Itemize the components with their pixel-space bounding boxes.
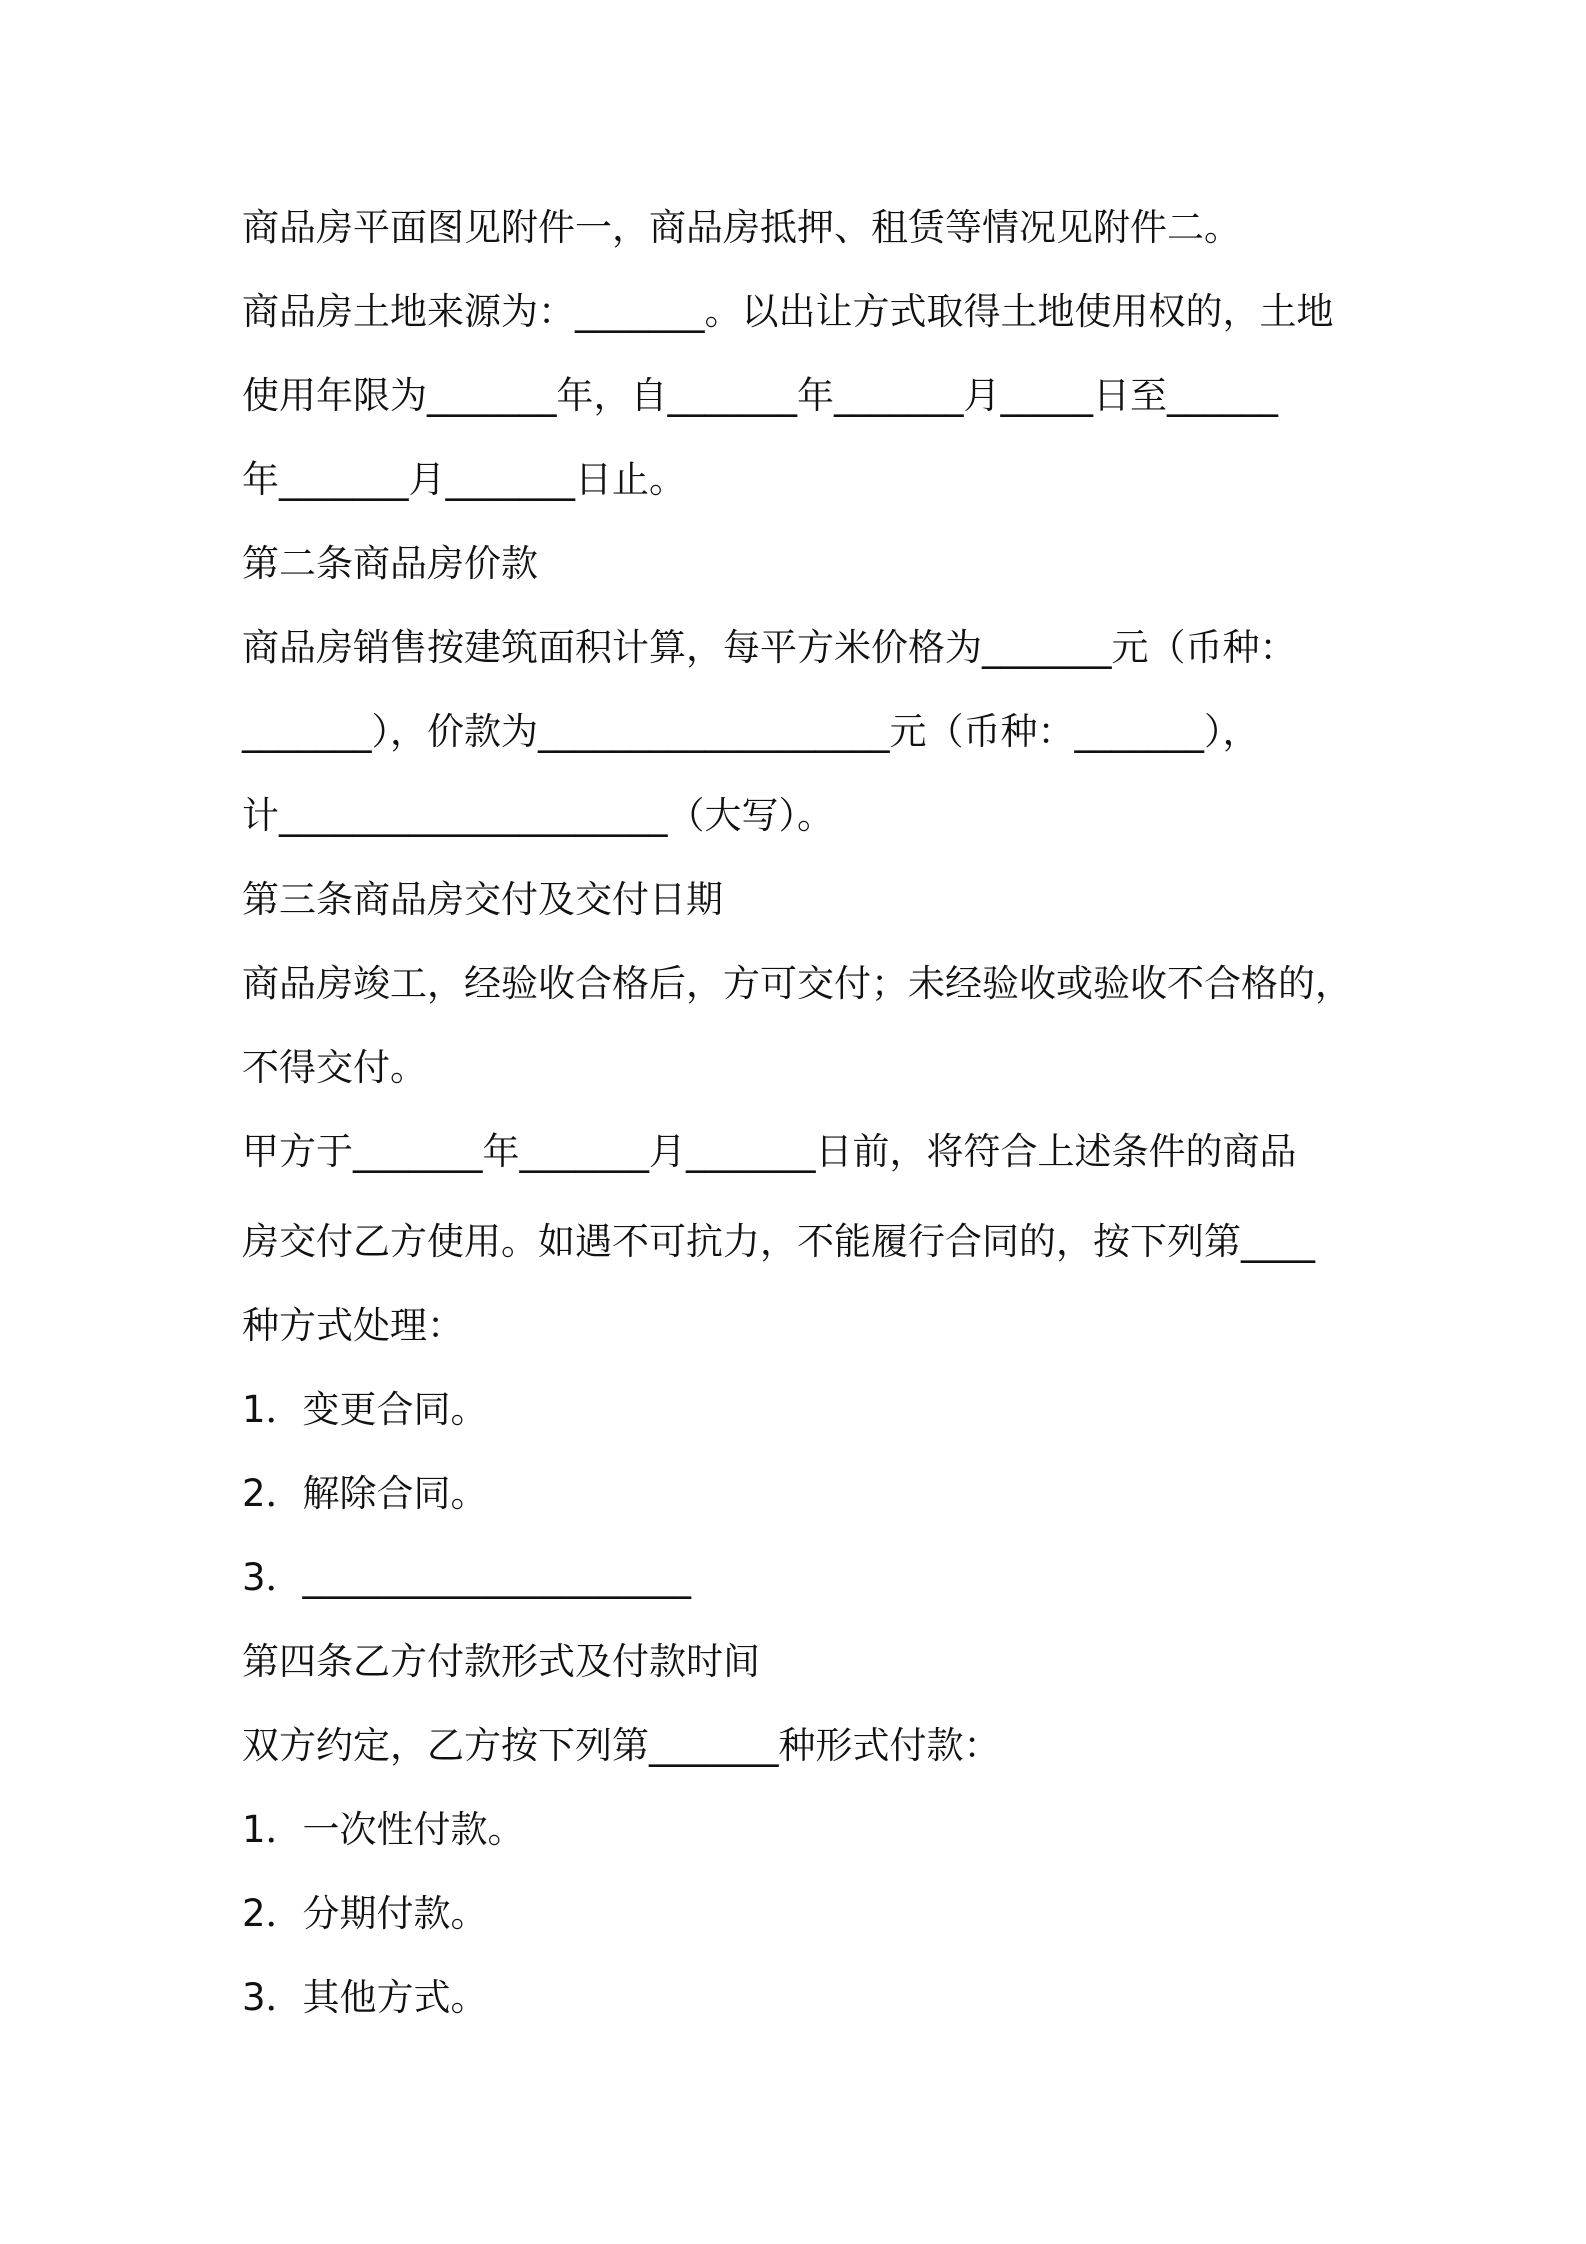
text-line: 年_______月_______日止。 — [242, 458, 686, 501]
text-line: 使用年限为_______年，自_______年_______月_____日至______ — [242, 374, 1278, 417]
text-line: _______），价款为___________________元（币种：_______）， — [242, 710, 1260, 753]
text-line: 商品房土地来源为：_______。以出让方式取得土地使用权的，土地 — [242, 290, 1334, 333]
list-item: 1．变更合同。 — [242, 1388, 488, 1431]
section-heading: 第三条商品房交付及交付日期 — [242, 878, 723, 921]
text-line: 商品房销售按建筑面积计算，每平方米价格为_______元（币种： — [242, 626, 1297, 669]
text-line: 计_____________________（大写）。 — [242, 794, 834, 837]
section-heading: 第四条乙方付款形式及付款时间 — [242, 1640, 760, 1683]
text-line: 不得交付。 — [242, 1046, 427, 1089]
text-line: 商品房竣工，经验收合格后，方可交付；未经验收或验收不合格的， — [242, 962, 1352, 1005]
section-heading: 第二条商品房价款 — [242, 542, 538, 585]
list-item: 3．其他方式。 — [242, 1976, 488, 2019]
text-line: 甲方于_______年_______月_______日前，将符合上述条件的商品 — [242, 1130, 1297, 1173]
list-item: 1．一次性付款。 — [242, 1808, 525, 1851]
text-line: 双方约定，乙方按下列第_______种形式付款： — [242, 1724, 1001, 1767]
text-line: 种方式处理： — [242, 1304, 464, 1347]
list-item: 2．分期付款。 — [242, 1892, 488, 1935]
text-line: 房交付乙方使用。如遇不可抗力，不能履行合同的，按下列第____ — [242, 1220, 1315, 1263]
list-item: 2．解除合同。 — [242, 1472, 488, 1515]
text-line: 商品房平面图见附件一，商品房抵押、租赁等情况见附件二。 — [242, 206, 1241, 249]
list-item: 3．_____________________ — [242, 1556, 692, 1599]
